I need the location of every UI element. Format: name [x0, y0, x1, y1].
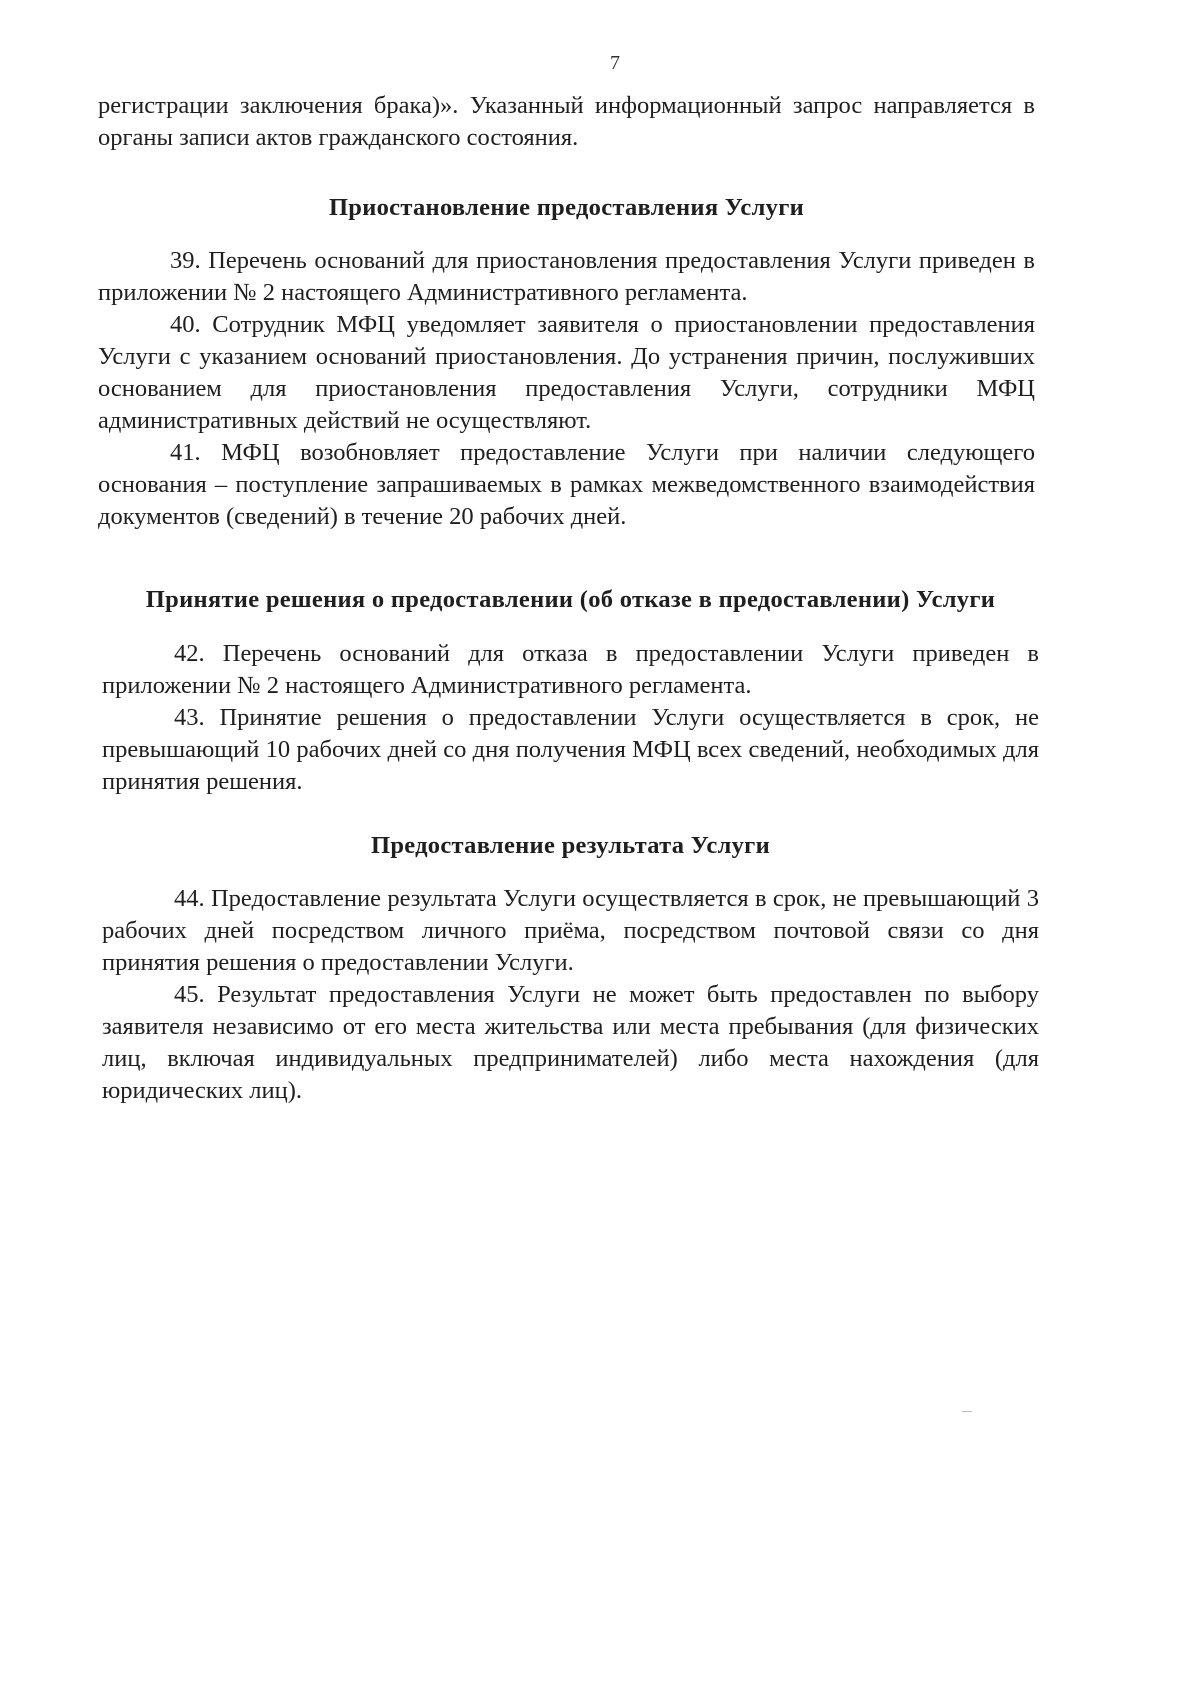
section-heading-result: Предоставление результата Услуги — [370, 832, 771, 859]
paragraph-40: 40. Сотрудник МФЦ уведомляет заявителя о приостановлении предоставления Услуги с указанием оснований приостановления. До устранения причин, послуживших основанием для приостановления предоставления Услуги, сотрудники МФЦ административных действий не осуществляют. — [98, 311, 1035, 434]
section-decision-body — [102, 638, 1039, 798]
intro-paragraph: регистрации заключения брака)». Указанный информационный запрос направляется в органы записи актов гражданского состояния. — [98, 92, 1035, 151]
section-result-body — [102, 883, 1039, 1107]
scan-artifact — [962, 1411, 972, 1412]
intro-block — [98, 90, 1035, 154]
paragraph-44: 44. Предоставление результата Услуги осуществляется в срок, не превышающий 3 рабочих дней посредством личного приёма, посредством почтовой связи со дня принятия решения о предоставлении Услуги. — [102, 885, 1039, 976]
paragraph-39: 39. Перечень оснований для приостановления предоставления Услуги приведен в приложении № 2 настоящего Административного регламента. — [98, 247, 1035, 306]
paragraph-41: 41. МФЦ возобновляет предоставление Услуги при наличии следующего основания – поступление запрашиваемых в рамках межведомственного взаимодействия документов (сведений) в течение 20 рабочих дней. — [98, 439, 1035, 530]
paragraph-43: 43. Принятие решения о предоставлении Услуги осуществляется в срок, не превышающий 10 рабочих дней со дня получения МФЦ всех сведений, необходимых для принятия решения. — [102, 704, 1039, 795]
section-suspension-body — [98, 245, 1035, 533]
paragraph-42: 42. Перечень оснований для отказа в предоставлении Услуги приведен в приложении № 2 настоящего Административного регламента. — [102, 640, 1039, 699]
section-heading-decision: Принятие решения о предоставлении (об отказе в предоставлении) Услуги — [145, 586, 996, 613]
page-number: 7 — [610, 52, 620, 74]
paragraph-45: 45. Результат предоставления Услуги не может быть предоставлен по выбору заявителя независимо от его места жительства или места пребывания (для физических лиц, включая индивидуальных предпринимателей) либо места нахождения (для юридических лиц). — [102, 981, 1039, 1104]
section-heading-suspension: Приостановление предоставления Услуги — [328, 194, 805, 221]
